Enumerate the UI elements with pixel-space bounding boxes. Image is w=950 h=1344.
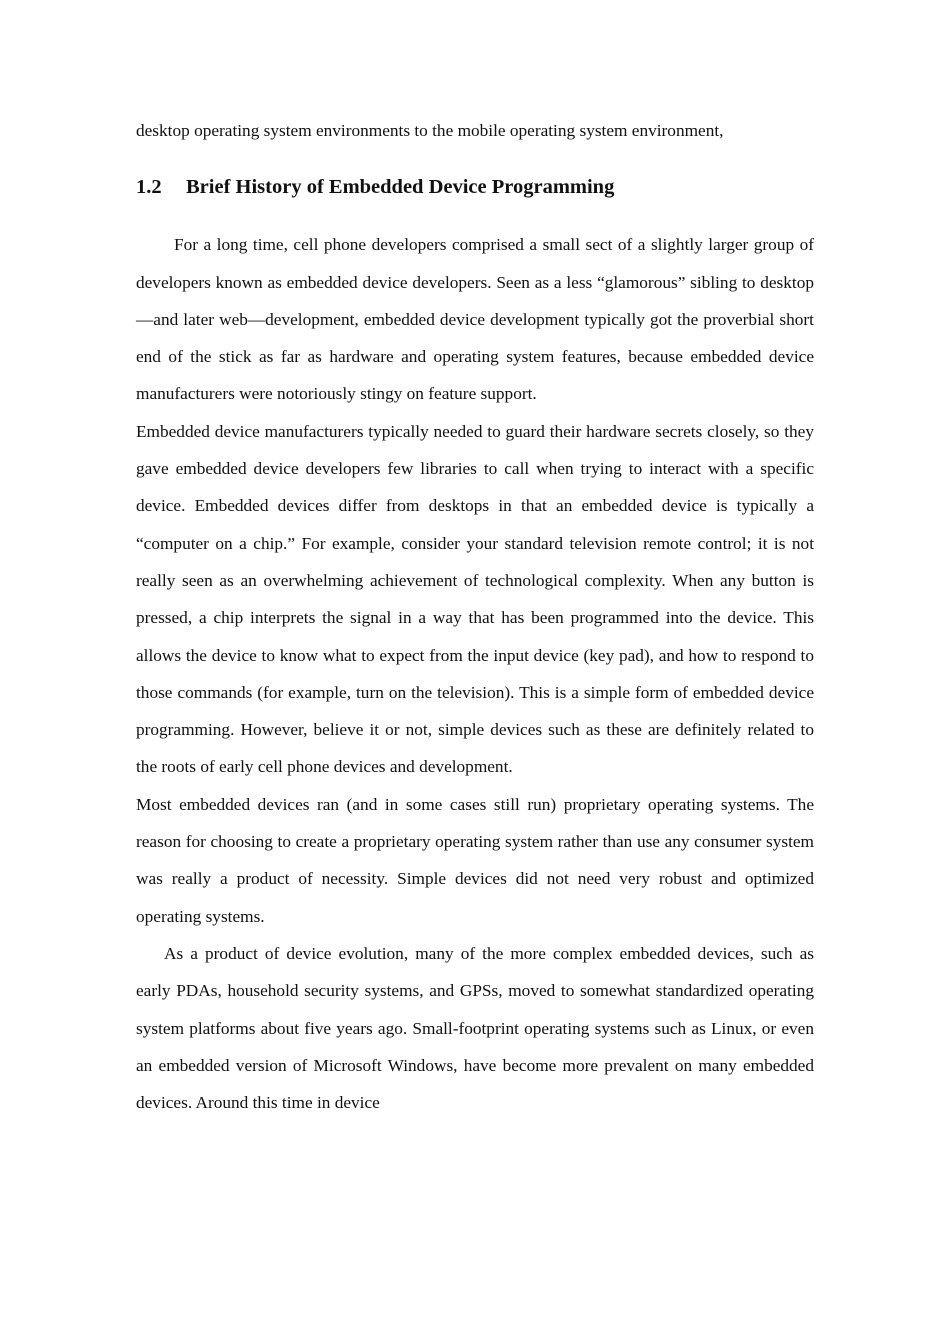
document-page [136,112,814,1121]
continuation-line: desktop operating system environments to the mobile operating system environment, [136,121,724,140]
section-number: 1.2 [136,176,162,199]
paragraph-4: As a product of device evolution, many of the more complex embedded devices, such as early PDAs, household security systems, and GPSs, moved to somewhat standardized operating system platforms about five years ago. Small-footprint operating systems such as Linux, or even an embedded version of Microsoft Windows, have become more prevalent on many embedded devices. Around this time in device [136,943,814,1113]
section-heading [136,169,814,205]
paragraph-2: Embedded device manufacturers typically needed to guard their hardware secrets closely, so they gave embedded device developers few libraries to call when trying to interact with a specific device. Embedded devices differ from desktops in that an embedded device is typically a “computer on a chip.” For example, consider your standard television remote control; it is not really seen as an overwhelming achievement of technological complexity. When any button is pressed, a chip interprets the signal in a way that has been programmed into the device. This allows the device to know what to expect from the input device (key pad), and how to respond to those commands (for example, turn on the television). This is a simple form of embedded device programming. However, believe it or not, simple devices such as these are definitely related to the roots of early cell phone devices and development. [136,421,814,777]
paragraph-3: Most embedded devices ran (and in some cases still run) proprietary operating systems. The reason for choosing to create a proprietary operating system rather than use any consumer system was really a product of necessity. Simple devices did not need very robust and optimized operating systems. [136,794,814,926]
paragraph-1: For a long time, cell phone developers comprised a small sect of a slightly larger group of developers known as embedded device developers. Seen as a less “glamorous” sibling to desktop—and later web—development, embedded device development typically got the proverbial short end of the stick as far as hardware and operating system features, because embedded device manufacturers were notoriously stingy on feature support. [136,235,814,404]
section-title: Brief History of Embedded Device Programming [186,176,615,199]
